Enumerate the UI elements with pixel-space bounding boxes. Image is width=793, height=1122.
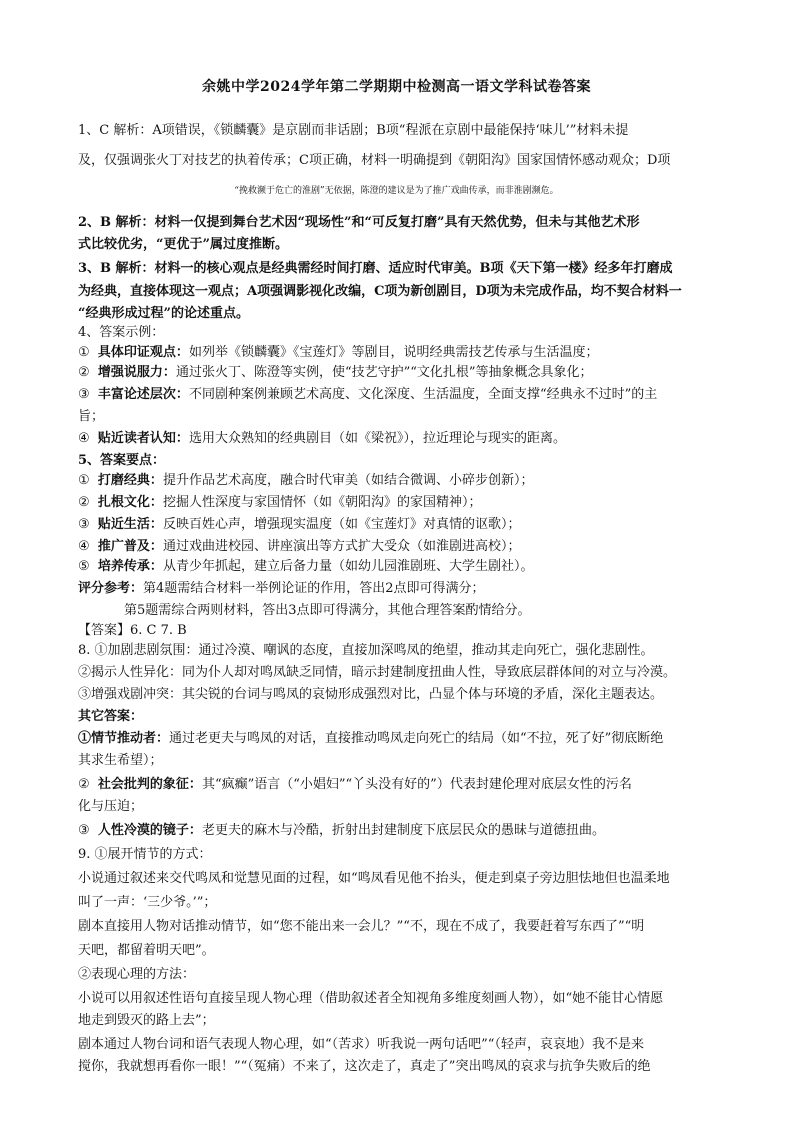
point-lead: ①情节推动者：	[78, 731, 170, 746]
line-text: 1、C 解析：A项错误，《锁麟囊》是京剧而非话剧；B项“程派在京剧中最能保持‘味儿’”材料未提	[78, 123, 629, 138]
answer-9-line	[78, 918, 644, 936]
note-lead: 评分参考：	[78, 581, 144, 596]
scoring-note	[124, 602, 531, 620]
answer-3-line	[78, 305, 249, 323]
answer-5-point	[78, 516, 520, 534]
answer-3-line	[78, 260, 673, 278]
line-text: 从青少年抓起，建立后备力量（如幼儿园淮剧班、大学生剧社）。	[162, 559, 534, 574]
line-text: 3、B 解析：材料一的核心观点是经典需经时间打磨、适应时代审美。B项《天下第一楼》经多年打磨成	[78, 261, 673, 276]
point-lead: 扎根文化：	[97, 495, 163, 510]
answer-4-point	[78, 386, 657, 404]
answer-8-point	[78, 822, 605, 840]
line-text: 2、B 解析：材料一仅提到舞台艺术因“现场性”和“可反复打磨”具有天然优势，但未与其他艺术形	[78, 215, 640, 230]
point-number: ②	[78, 495, 90, 510]
answer-8-line	[78, 686, 663, 704]
point-number: ③	[78, 387, 90, 402]
answer-9-line	[78, 870, 670, 888]
point-lead: 推广普及：	[97, 539, 163, 554]
line-text: 第5题需综合两则材料，答出3点即可得满分，其他合理答案酌情给分。	[124, 603, 531, 618]
page-title: 余姚中学2024学年第二学期期中检测高一语文学科试卷答案	[202, 79, 591, 95]
answer-5-point	[78, 538, 520, 556]
point-number: ④	[78, 431, 90, 446]
point-number: ③	[78, 823, 90, 838]
line-text: “经典形成过程”的论述重点。	[78, 306, 249, 321]
line-text: 如列举《锁麟囊》《宝莲灯》等剧目，说明经典需技艺传承与生活温度；	[188, 345, 599, 360]
answer-8-point	[78, 730, 663, 748]
answer-9-line	[78, 966, 195, 984]
answer-4-point	[78, 344, 598, 362]
line-text: 反映百姓心声，增强现实温度（如《宝莲灯》对真情的讴歌）；	[162, 517, 521, 532]
point-lead: 培养传承：	[97, 559, 163, 574]
point-lead: 增强说服力：	[97, 365, 176, 380]
point-lead: 人性冷漠的镜子：	[97, 823, 202, 838]
line-text: 搅你，我就想再看你一眼！”“（冤痛）不来了，这次走了，真走了”突出鸣凤的哀求与抗争失败后的绝	[78, 1059, 651, 1074]
line-text: 天吧，都留着明天吧”。	[78, 943, 215, 958]
point-number: ①	[78, 345, 90, 360]
line-text: 旨；	[78, 409, 105, 424]
line-text: 其求生希望）；	[78, 753, 163, 768]
line-text: 化与压迫；	[78, 799, 144, 814]
point-number: ⑤	[78, 559, 90, 574]
line-text: 小说可以用叙述性语句直接呈现人物心理（借助叙述者全知视角多维度刻画人物），如“她不能甘心情愿	[78, 991, 664, 1006]
line-text: 其它答案：	[78, 709, 144, 724]
line-text: 剧本通过人物台词和语气表现人物心理，如“（苦求）听我说一两句话吧”“（轻声，哀哀地）我不是来	[78, 1037, 644, 1052]
answer-3-line	[78, 283, 682, 301]
answer-9-line	[78, 990, 663, 1008]
answer-8-point	[78, 776, 632, 794]
answer-8-line	[78, 664, 676, 682]
answer-5-point	[78, 558, 533, 576]
answer-4-point	[78, 430, 566, 448]
line-text: 不同剧种案例兼顾艺术高度、文化深度、生活温度，全面支撑“经典永不过时”的主	[188, 387, 658, 402]
line-text: “挽救濒于危亡的淮剧”无依据，陈澄的建议是为了推广戏曲传承，而非淮剧濒危。	[234, 186, 559, 196]
answer-8-line	[78, 752, 163, 770]
line-text: 5、答案要点：	[78, 453, 166, 468]
answer-9-line	[78, 1058, 650, 1076]
answer-1-line	[78, 122, 628, 140]
line-text: 及，仅强调张火丁对技艺的执着传承；C项正确，材料一明确提到《朝阳沟》国家国情怀感动观众；D项	[78, 153, 671, 168]
line-text: 提升作品艺术高度，融合时代审美（如结合微调、小碎步创新）；	[162, 473, 534, 488]
line-text: 剧本直接用人物对话推动情节，如“您不能出来一会儿？”“不，现在不成了，我要赶着写东西了”“明	[78, 919, 645, 934]
answer-4-line	[78, 408, 104, 426]
point-lead: 贴近生活：	[97, 517, 163, 532]
line-text: 通过戏曲进校园、讲座演出等方式扩大受众（如淮剧进高校）；	[162, 539, 521, 554]
point-lead: 贴近读者认知：	[97, 431, 189, 446]
point-lead: 具体印证观点：	[97, 345, 189, 360]
line-text: 其“疯癫”语言（“小娼妇”“丫头没有好的”）代表封建伦理对底层女性的污名	[201, 777, 632, 792]
answer-4-point	[78, 364, 593, 382]
answer-5-point	[78, 472, 533, 490]
line-text: 【答案】6. C 7. B	[78, 623, 187, 638]
answer-6-7-line	[78, 622, 187, 640]
point-lead: 社会批判的象征：	[97, 777, 202, 792]
line-text: 老更夫的麻木与冷酷，折射出封建制度下底层民众的愚昧与道德扭曲。	[201, 823, 605, 838]
answer-5-heading	[78, 452, 165, 470]
line-text: 8. ①加剧悲剧氛围：通过冷漠、嘲讽的态度，直接加深鸣凤的绝望，推动其走向死亡，强化悲剧性。	[78, 643, 654, 658]
answer-4-heading	[78, 324, 164, 342]
answer-9-line	[78, 1036, 644, 1054]
other-answers-heading	[78, 708, 143, 726]
line-text: 4、答案示例：	[78, 325, 165, 340]
line-text: ③增强戏剧冲突：其尖锐的台词与鸣凤的哀恸形成强烈对比，凸显个体与环境的矛盾，深化主题表达。	[78, 687, 664, 702]
answer-8-line	[78, 642, 654, 660]
answer-1-line	[0, 182, 793, 200]
point-lead: 丰富论述层次：	[97, 387, 189, 402]
line-text: 选用大众熟知的经典剧目（如《梁祝》），拉近理论与现实的距离。	[188, 431, 566, 446]
point-number: ②	[78, 777, 90, 792]
line-text: 小说通过叙述来交代鸣凤和觉慧见面的过程，如“鸣凤看见他不抬头，便走到桌子旁边胆怯地但也温柔地	[78, 871, 670, 886]
line-text: 式比较优劣，“更优于”属过度推断。	[78, 237, 288, 252]
line-text: 地走到毁灭的路上去”；	[78, 1013, 215, 1028]
answer-9-line	[78, 942, 215, 960]
line-text: 通过张火丁、陈澄等实例，使“技艺守护”“文化扎根”等抽象概念具象化；	[175, 365, 593, 380]
line-text: 为经典，直接体现这一观点；A项强调影视化改编，C项为新创剧目，D项为未完成作品，均不契合材料一	[78, 284, 682, 299]
answer-9-line	[78, 846, 212, 864]
point-number: ②	[78, 365, 90, 380]
line-text: 9. ①展开情节的方式：	[78, 847, 212, 862]
answer-2-line	[78, 236, 288, 254]
answer-9-line	[78, 1012, 215, 1030]
scoring-note	[78, 580, 485, 598]
answer-1-line	[78, 152, 670, 170]
answer-9-line	[78, 894, 216, 912]
answer-5-point	[78, 494, 481, 512]
answer-2-line	[78, 214, 639, 232]
point-lead: 打磨经典：	[97, 473, 163, 488]
line-text: 挖掘人性深度与家国情怀（如《朝阳沟》的家国精神）；	[162, 495, 482, 510]
point-number: ③	[78, 517, 90, 532]
line-text: 叫了一声：‘三少爷。’”；	[78, 895, 217, 910]
point-number: ④	[78, 539, 90, 554]
line-text: 第4题需结合材料一举例论证的作用，答出2点即可得满分；	[143, 581, 485, 596]
answer-8-line	[78, 798, 143, 816]
line-text: ②揭示人性异化：同为仆人却对鸣凤缺乏同情，暗示封建制度扭曲人性，导致底层群体间的对立与冷漠。	[78, 665, 677, 680]
point-number: ①	[78, 473, 90, 488]
line-text: 通过老更夫与鸣凤的对话，直接推动鸣凤走向死亡的结局（如“不拉，死了好”彻底断绝	[169, 731, 664, 746]
line-text: ②表现心理的方法：	[78, 967, 196, 982]
